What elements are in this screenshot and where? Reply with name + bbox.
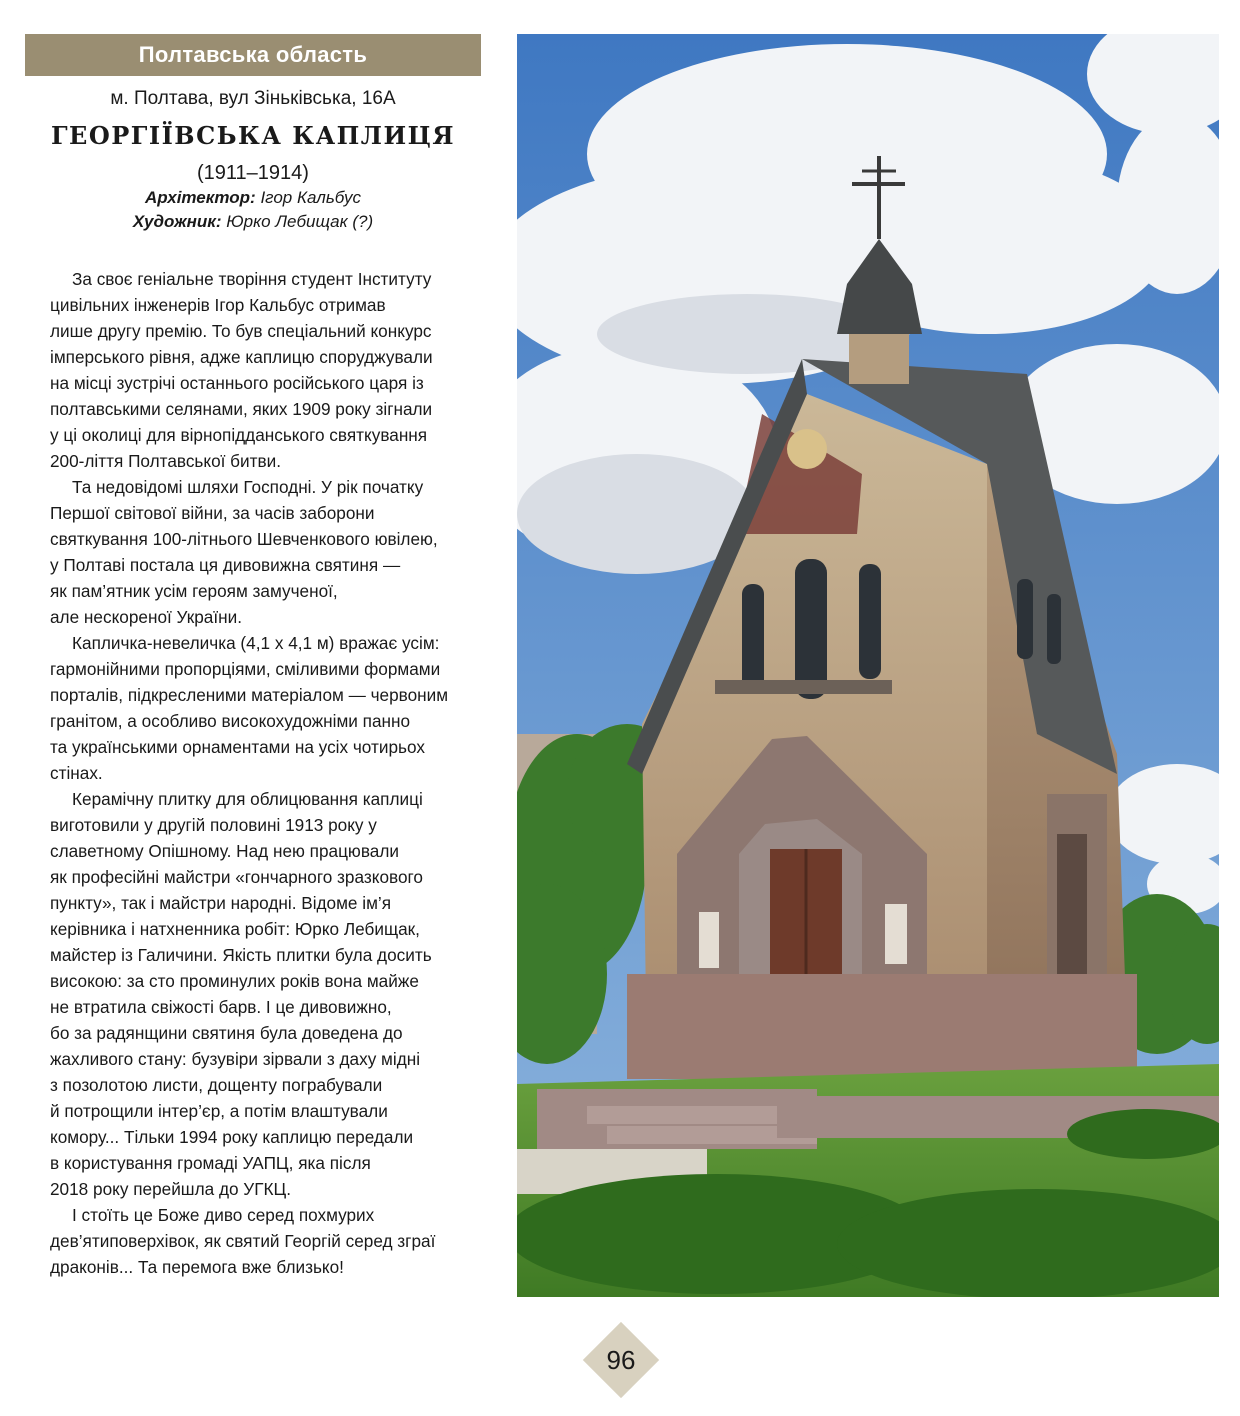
region-banner: Полтавська область xyxy=(25,34,481,76)
artist-credit xyxy=(25,210,481,234)
plaque-right xyxy=(885,904,907,964)
page-number: 96 xyxy=(606,1344,636,1375)
paragraph: Капличка-невеличка (4,1 х 4,1 м) вражає усім: гармонійними пропорціями, сміливими формами порталів, підкресленими матеріалом — червоним гранітом, а особливо високохудожніми панно та українськими орнаментами на усіх чотирьох стінах. xyxy=(50,633,449,783)
page-number-badge xyxy=(583,1322,659,1398)
years: (1911–1914) xyxy=(197,162,309,184)
artist-name: Юрко Лебищак (?) xyxy=(226,212,374,231)
chapel-illustration xyxy=(517,34,1219,1297)
architect-name: Ігор Кальбус xyxy=(260,188,361,207)
architect-credit xyxy=(25,186,481,210)
paragraph: Керамічну плитку для облицювання каплиці виготовили у другій половині 1913 року у славетному Опішному. Над нею працювали як професійні майстри «гончарного зразкового пункту», так і майстри народні. Відоме ім’я керівника і натхненника робіт: Юрко Лебищак, майстер із Галичини. Якість плитки була досить високою: за сто проминулих років вона майже не втратила свіжості барв. І це дивовижно, бо за радянщини святиня була доведена до жахливого стану: бузувіри зірвали з даху мідні з позолотою листи, дощенту пограбували й потрощили інтер’єр, а потім влаштували комору... Тільки 1994 року каплицю передали в користування громаді УАПЦ, яка після 2018 року перейшла до УГКЦ. xyxy=(50,789,432,1199)
page-title: ГЕОРГІЇВСЬКА КАПЛИЦЯ xyxy=(50,121,456,150)
artist-label: Художник: xyxy=(132,212,222,231)
paragraph: За своє геніальне творіння студент Інституту цивільних інженерів Ігор Кальбус отримав лише другу премію. То був спеціальний конкурс імперського рівня, адже каплицю споруджували на місці зустрічі останнього російського царя із полтавськими селянами, яких 1909 року зігнали у ці околиці для вірнопідданського святкування 200-ліття Полтавської битви. xyxy=(50,269,433,471)
mosaic-figure xyxy=(787,429,827,469)
architect-label: Архітектор: xyxy=(145,188,256,207)
plaque-left xyxy=(699,912,719,968)
article-body xyxy=(50,266,482,1280)
address: м. Полтава, вул Зіньківська, 16А xyxy=(110,88,396,109)
granite-base xyxy=(627,974,1137,1079)
chapel-photo xyxy=(517,34,1219,1297)
paragraph: І стоїть це Боже диво серед похмурих дев’ятиповерхівок, як святий Георгій серед зграї драконів... Та перемога вже близько! xyxy=(50,1205,436,1277)
window-ledge xyxy=(715,680,892,694)
header-block xyxy=(25,86,481,234)
paragraph: Та недовідомі шляхи Господні. У рік початку Першої світової війни, за часів заборони святкування 100-літнього Шевченкового ювілею, у Полтаві постала ця дивовижна святиня — як пам’ятник усім героям замученої, але нескореної України. xyxy=(50,477,438,627)
